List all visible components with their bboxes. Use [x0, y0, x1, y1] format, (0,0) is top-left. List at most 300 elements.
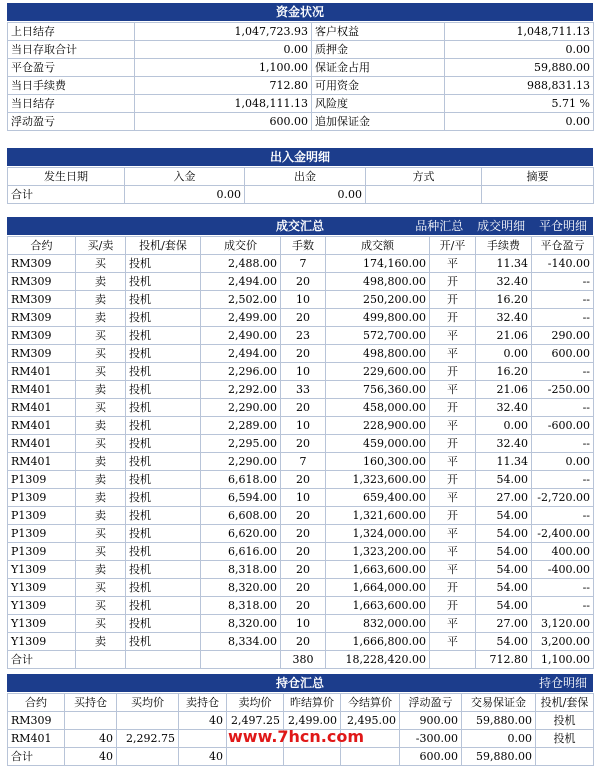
- positions-table: [7, 693, 594, 766]
- trade-cell: 27.00: [476, 489, 532, 507]
- column-header: 摘要: [482, 168, 594, 186]
- trade-cell: 20: [281, 525, 326, 543]
- trade-cell: P1309: [8, 543, 76, 561]
- positions-title: 持仓汇总: [275, 676, 324, 690]
- table-row: [8, 579, 594, 597]
- position-cell: 40: [179, 712, 227, 730]
- trade-cell: 290.00: [532, 327, 594, 345]
- trade-cell: 20: [281, 597, 326, 615]
- position-cell: [227, 730, 284, 748]
- funds-cell: 当日手续费: [8, 77, 135, 95]
- trade-cell: 21.06: [476, 381, 532, 399]
- trade-cell: 498,800.00: [326, 345, 430, 363]
- funds-cell: 0.00: [445, 41, 594, 59]
- trade-cell: 23: [281, 327, 326, 345]
- inout-header-row: [8, 168, 594, 186]
- trade-cell: 0.00: [476, 345, 532, 363]
- trades-links: [405, 217, 587, 235]
- funds-cell: 追加保证金: [312, 113, 445, 131]
- trade-cell: 1,323,200.00: [326, 543, 430, 561]
- trade-cell: 250,200.00: [326, 291, 430, 309]
- funds-row: [8, 77, 594, 95]
- trade-cell: 买: [76, 327, 126, 345]
- funds-section-header: [7, 3, 593, 21]
- trade-cell: -2,400.00: [532, 525, 594, 543]
- trade-cell: --: [532, 579, 594, 597]
- trade-cell: 卖: [76, 471, 126, 489]
- trade-cell: 买: [76, 525, 126, 543]
- variety-summary-link[interactable]: 品种汇总: [415, 219, 464, 233]
- trade-cell: 买: [76, 579, 126, 597]
- trade-cell: 18,228,420.00: [326, 651, 430, 669]
- trade-cell: 2,494.00: [201, 273, 281, 291]
- trade-cell: 买: [76, 615, 126, 633]
- column-header: 投机/套保: [126, 237, 201, 255]
- trade-cell: 600.00: [532, 345, 594, 363]
- trades-header-row: [8, 237, 594, 255]
- trade-cell: 投机: [126, 615, 201, 633]
- funds-cell: 可用资金: [312, 77, 445, 95]
- trade-cell: 投机: [126, 579, 201, 597]
- position-cell: 600.00: [400, 748, 462, 766]
- table-row: [8, 471, 594, 489]
- table-row: [8, 291, 594, 309]
- column-header: 手续费: [476, 237, 532, 255]
- trade-cell: RM309: [8, 327, 76, 345]
- trade-cell: 投机: [126, 525, 201, 543]
- inout-section-header: [7, 148, 593, 166]
- trade-cell: Y1309: [8, 597, 76, 615]
- table-row: [8, 327, 594, 345]
- trade-cell: 投机: [126, 417, 201, 435]
- trade-cell: 32.40: [476, 309, 532, 327]
- trade-cell: --: [532, 291, 594, 309]
- trade-cell: 54.00: [476, 507, 532, 525]
- trade-cell: P1309: [8, 471, 76, 489]
- funds-row: [8, 23, 594, 41]
- trade-cell: 20: [281, 633, 326, 651]
- trade-cell: 投机: [126, 633, 201, 651]
- trade-cell: 卖: [76, 381, 126, 399]
- funds-cell: 5.71 %: [445, 95, 594, 113]
- trade-cell: 平: [430, 489, 476, 507]
- table-row: [8, 507, 594, 525]
- inout-cell: 0.00: [125, 186, 245, 204]
- position-cell: [341, 730, 400, 748]
- positions-links: [529, 674, 587, 692]
- trade-cell: 0.00: [476, 417, 532, 435]
- trade-cell: 卖: [76, 417, 126, 435]
- trade-cell: 投机: [126, 345, 201, 363]
- trade-cell: --: [532, 309, 594, 327]
- trade-cell: 20: [281, 471, 326, 489]
- position-cell: [284, 748, 341, 766]
- funds-cell: 保证金占用: [312, 59, 445, 77]
- trade-cell: 3,200.00: [532, 633, 594, 651]
- positions-section-header: [7, 674, 593, 692]
- trade-cell: --: [532, 435, 594, 453]
- funds-cell: 1,047,723.93: [135, 23, 312, 41]
- column-header: 卖持仓: [179, 694, 227, 712]
- trade-cell: 平: [430, 543, 476, 561]
- trade-cell: 投机: [126, 363, 201, 381]
- trade-cell: 6,616.00: [201, 543, 281, 561]
- trade-cell: 买: [76, 435, 126, 453]
- trade-cell: 16.20: [476, 363, 532, 381]
- column-header: 合约: [8, 694, 65, 712]
- trade-cell: 228,900.00: [326, 417, 430, 435]
- position-cell: 900.00: [400, 712, 462, 730]
- trade-cell: RM401: [8, 381, 76, 399]
- column-header: 卖均价: [227, 694, 284, 712]
- funds-row: [8, 113, 594, 131]
- trade-cell: 平: [430, 615, 476, 633]
- column-header: 手数: [281, 237, 326, 255]
- funds-cell: 客户权益: [312, 23, 445, 41]
- trade-cell: 平: [430, 255, 476, 273]
- trade-cell: Y1309: [8, 633, 76, 651]
- position-cell: [341, 748, 400, 766]
- close-detail-link[interactable]: 平仓明细: [538, 219, 587, 233]
- trade-cell: 2,290.00: [201, 399, 281, 417]
- trade-cell: 投机: [126, 489, 201, 507]
- funds-row: [8, 41, 594, 59]
- watermark: www.7hcn.com: [228, 727, 365, 746]
- funds-cell: 1,048,111.13: [135, 95, 312, 113]
- trade-cell: 10: [281, 489, 326, 507]
- trade-cell: 27.00: [476, 615, 532, 633]
- column-header: 开/平: [430, 237, 476, 255]
- trade-cell: 平: [430, 525, 476, 543]
- position-cell: RM401: [8, 730, 65, 748]
- trade-cell: RM401: [8, 363, 76, 381]
- trade-cell: 400.00: [532, 543, 594, 561]
- trade-cell: 合计: [8, 651, 76, 669]
- trade-cell: 20: [281, 309, 326, 327]
- trade-cell: 2,488.00: [201, 255, 281, 273]
- trade-cell: 开: [430, 309, 476, 327]
- inout-total-row: [8, 186, 594, 204]
- trade-cell: --: [532, 273, 594, 291]
- table-row: [8, 525, 594, 543]
- trade-cell: 卖: [76, 561, 126, 579]
- trade-cell: 2,289.00: [201, 417, 281, 435]
- trade-cell: 平: [430, 561, 476, 579]
- column-header: 买持仓: [65, 694, 117, 712]
- inout-cell: 合计: [8, 186, 125, 204]
- trade-detail-link[interactable]: 成交明细: [477, 219, 526, 233]
- position-cell: 2,495.00: [341, 712, 400, 730]
- trade-cell: 投机: [126, 507, 201, 525]
- trade-cell: P1309: [8, 507, 76, 525]
- position-cell: [284, 730, 341, 748]
- trade-cell: 投机: [126, 255, 201, 273]
- trade-cell: 20: [281, 543, 326, 561]
- table-row: [8, 615, 594, 633]
- trade-cell: 1,323,600.00: [326, 471, 430, 489]
- trade-cell: 572,700.00: [326, 327, 430, 345]
- trade-cell: RM309: [8, 309, 76, 327]
- trade-cell: 54.00: [476, 579, 532, 597]
- trade-cell: 20: [281, 273, 326, 291]
- funds-table: [7, 22, 594, 131]
- trade-cell: 11.34: [476, 255, 532, 273]
- trade-cell: 2,292.00: [201, 381, 281, 399]
- trade-cell: 买: [76, 345, 126, 363]
- trade-cell: 平: [430, 327, 476, 345]
- trade-cell: 投机: [126, 561, 201, 579]
- position-detail-link[interactable]: 持仓明细: [538, 676, 587, 690]
- trade-cell: 卖: [76, 273, 126, 291]
- trade-cell: RM309: [8, 255, 76, 273]
- trade-cell: 8,320.00: [201, 615, 281, 633]
- trade-cell: 7: [281, 453, 326, 471]
- trade-cell: 卖: [76, 633, 126, 651]
- column-header: 交易保证金: [462, 694, 536, 712]
- table-row: [8, 712, 594, 730]
- trade-cell: 卖: [76, 309, 126, 327]
- positions-total-row: [8, 748, 594, 766]
- trade-cell: 投机: [126, 471, 201, 489]
- trade-cell: 投机: [126, 273, 201, 291]
- trade-cell: 21.06: [476, 327, 532, 345]
- trade-cell: 投机: [126, 327, 201, 345]
- trade-cell: --: [532, 471, 594, 489]
- trades-section-header: [7, 217, 593, 235]
- trade-cell: 160,300.00: [326, 453, 430, 471]
- trades-table: [7, 236, 594, 669]
- trade-cell: 卖: [76, 453, 126, 471]
- position-cell: 0.00: [462, 730, 536, 748]
- trade-cell: 平: [430, 345, 476, 363]
- trade-cell: 3,120.00: [532, 615, 594, 633]
- trade-cell: 20: [281, 345, 326, 363]
- trade-cell: 开: [430, 363, 476, 381]
- trade-cell: 投机: [126, 453, 201, 471]
- trade-cell: 卖: [76, 291, 126, 309]
- table-row: [8, 255, 594, 273]
- trade-cell: P1309: [8, 525, 76, 543]
- trade-cell: 174,160.00: [326, 255, 430, 273]
- trade-cell: 459,000.00: [326, 435, 430, 453]
- trade-cell: 1,663,600.00: [326, 597, 430, 615]
- trade-cell: 买: [76, 399, 126, 417]
- position-cell: [179, 730, 227, 748]
- positions-header-row: [8, 694, 594, 712]
- trade-cell: 498,800.00: [326, 273, 430, 291]
- trade-cell: 投机: [126, 381, 201, 399]
- trade-cell: 开: [430, 291, 476, 309]
- funds-cell: 600.00: [135, 113, 312, 131]
- column-header: 今结算价: [341, 694, 400, 712]
- trade-cell: 20: [281, 435, 326, 453]
- table-row: [8, 273, 594, 291]
- funds-cell: 1,100.00: [135, 59, 312, 77]
- trade-cell: 开: [430, 579, 476, 597]
- funds-cell: 当日存取合计: [8, 41, 135, 59]
- trade-cell: 投机: [126, 435, 201, 453]
- trade-cell: 10: [281, 363, 326, 381]
- trade-cell: RM309: [8, 291, 76, 309]
- trades-total-row: [8, 651, 594, 669]
- trade-cell: 659,400.00: [326, 489, 430, 507]
- trade-cell: 54.00: [476, 633, 532, 651]
- trade-cell: 32.40: [476, 435, 532, 453]
- column-header: 买均价: [117, 694, 179, 712]
- column-header: 方式: [366, 168, 482, 186]
- trade-cell: 20: [281, 507, 326, 525]
- inout-cell: [482, 186, 594, 204]
- trade-cell: -600.00: [532, 417, 594, 435]
- trade-cell: 投机: [126, 309, 201, 327]
- trade-cell: Y1309: [8, 615, 76, 633]
- trade-cell: Y1309: [8, 579, 76, 597]
- funds-cell: 988,831.13: [445, 77, 594, 95]
- trade-cell: 1,100.00: [532, 651, 594, 669]
- trade-cell: 平: [430, 453, 476, 471]
- trade-cell: 229,600.00: [326, 363, 430, 381]
- trade-cell: --: [532, 597, 594, 615]
- position-cell: 合计: [8, 748, 65, 766]
- trade-cell: 开: [430, 273, 476, 291]
- trade-cell: 买: [76, 543, 126, 561]
- trade-cell: 10: [281, 615, 326, 633]
- position-cell: RM309: [8, 712, 65, 730]
- trade-cell: 1,324,000.00: [326, 525, 430, 543]
- table-row: [8, 381, 594, 399]
- trade-cell: 开: [430, 435, 476, 453]
- column-header: 投机/套保: [536, 694, 594, 712]
- trade-cell: 投机: [126, 399, 201, 417]
- trade-cell: 6,618.00: [201, 471, 281, 489]
- column-header: 入金: [125, 168, 245, 186]
- position-cell: [227, 748, 284, 766]
- position-cell: 投机: [536, 712, 594, 730]
- trade-cell: [430, 651, 476, 669]
- trade-cell: 458,000.00: [326, 399, 430, 417]
- trade-cell: RM309: [8, 345, 76, 363]
- trade-cell: 712.80: [476, 651, 532, 669]
- trade-cell: 2,499.00: [201, 309, 281, 327]
- trade-cell: [76, 651, 126, 669]
- table-row: [8, 633, 594, 651]
- trade-cell: 2,494.00: [201, 345, 281, 363]
- funds-row: [8, 59, 594, 77]
- table-row: [8, 489, 594, 507]
- trade-cell: 2,295.00: [201, 435, 281, 453]
- funds-cell: 上日结存: [8, 23, 135, 41]
- trade-cell: 8,334.00: [201, 633, 281, 651]
- column-header: 合约: [8, 237, 76, 255]
- table-row: [8, 363, 594, 381]
- position-cell: 投机: [536, 730, 594, 748]
- trade-cell: 8,320.00: [201, 579, 281, 597]
- trade-cell: 32.40: [476, 273, 532, 291]
- position-cell: [117, 712, 179, 730]
- trade-cell: 10: [281, 417, 326, 435]
- funds-cell: 浮动盈亏: [8, 113, 135, 131]
- trade-cell: P1309: [8, 489, 76, 507]
- position-cell: 2,499.00: [284, 712, 341, 730]
- column-header: 成交额: [326, 237, 430, 255]
- trade-cell: 16.20: [476, 291, 532, 309]
- table-row: [8, 543, 594, 561]
- trade-cell: 1,321,600.00: [326, 507, 430, 525]
- trade-cell: Y1309: [8, 561, 76, 579]
- trade-cell: 54.00: [476, 597, 532, 615]
- trade-cell: 2,490.00: [201, 327, 281, 345]
- funds-cell: 0.00: [445, 113, 594, 131]
- trade-cell: 平: [430, 633, 476, 651]
- trade-cell: 0.00: [532, 453, 594, 471]
- trade-cell: -400.00: [532, 561, 594, 579]
- inout-title: 出入金明细: [269, 150, 330, 164]
- trade-cell: --: [532, 363, 594, 381]
- position-cell: [536, 748, 594, 766]
- trade-cell: 买: [76, 255, 126, 273]
- trade-cell: -2,720.00: [532, 489, 594, 507]
- table-row: [8, 597, 594, 615]
- trade-cell: 832,000.00: [326, 615, 430, 633]
- trade-cell: 7: [281, 255, 326, 273]
- trade-cell: -250.00: [532, 381, 594, 399]
- trade-cell: [201, 651, 281, 669]
- trade-cell: 6,608.00: [201, 507, 281, 525]
- position-cell: [65, 712, 117, 730]
- column-header: 发生日期: [8, 168, 125, 186]
- position-cell: 59,880.00: [462, 748, 536, 766]
- table-row: [8, 561, 594, 579]
- trades-title: 成交汇总: [275, 219, 324, 233]
- table-row: [8, 453, 594, 471]
- trade-cell: 6,594.00: [201, 489, 281, 507]
- table-row: [8, 345, 594, 363]
- column-header: 成交价: [201, 237, 281, 255]
- trade-cell: 开: [430, 471, 476, 489]
- position-cell: 40: [65, 748, 117, 766]
- trade-cell: 投机: [126, 291, 201, 309]
- inout-cell: 0.00: [245, 186, 366, 204]
- column-header: 浮动盈亏: [400, 694, 462, 712]
- trade-cell: RM401: [8, 453, 76, 471]
- trade-cell: 平: [430, 417, 476, 435]
- trade-cell: 1,663,600.00: [326, 561, 430, 579]
- table-row: [8, 309, 594, 327]
- trade-cell: RM401: [8, 435, 76, 453]
- trade-cell: 1,666,800.00: [326, 633, 430, 651]
- funds-cell: 1,048,711.13: [445, 23, 594, 41]
- funds-cell: 712.80: [135, 77, 312, 95]
- table-row: [8, 435, 594, 453]
- trade-cell: --: [532, 507, 594, 525]
- trade-cell: 卖: [76, 489, 126, 507]
- column-header: 买/卖: [76, 237, 126, 255]
- column-header: 昨结算价: [284, 694, 341, 712]
- trade-cell: 2,296.00: [201, 363, 281, 381]
- trade-cell: [126, 651, 201, 669]
- trade-cell: 8,318.00: [201, 597, 281, 615]
- table-row: [8, 417, 594, 435]
- trade-cell: 32.40: [476, 399, 532, 417]
- trade-cell: 11.34: [476, 453, 532, 471]
- funds-title: 资金状况: [275, 5, 324, 19]
- trade-cell: 买: [76, 363, 126, 381]
- trade-cell: 10: [281, 291, 326, 309]
- trade-cell: 54.00: [476, 525, 532, 543]
- trade-cell: 2,502.00: [201, 291, 281, 309]
- column-header: 出金: [245, 168, 366, 186]
- trade-cell: 54.00: [476, 561, 532, 579]
